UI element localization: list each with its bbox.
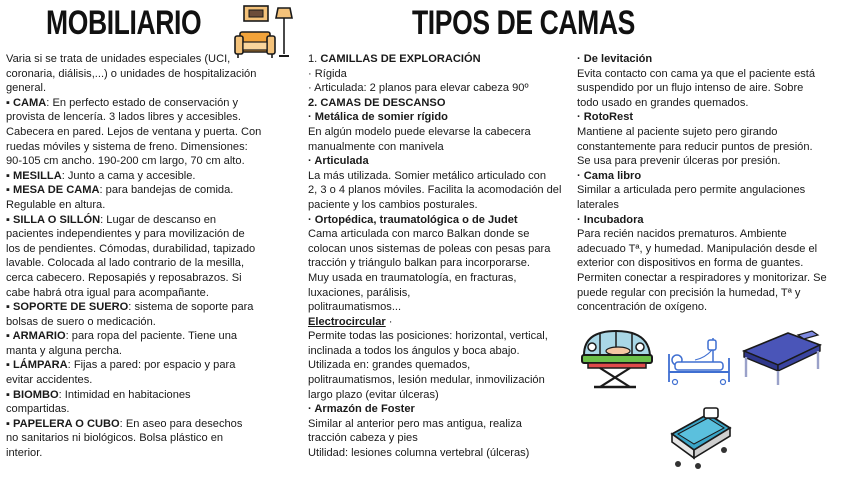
body-text: cerca cabecero. Reposapiés y reposabrazos. Si — [6, 271, 242, 284]
text-line — [308, 110, 570, 125]
text-line — [577, 256, 843, 271]
heading-text: · Incubadora — [577, 213, 644, 226]
text-line — [577, 110, 843, 125]
heading-text: CAMILLAS DE EXPLORACIÓN — [320, 53, 481, 65]
body-text: puede regular con precisión la humedad, Tª y — [577, 286, 801, 299]
body-text: · Rígida — [308, 67, 347, 80]
text-line — [577, 213, 843, 228]
body-text: politraumatismos, lesión medular, inmovilización — [308, 374, 545, 387]
text-line — [6, 271, 299, 286]
title-mobiliario: MOBILIARIO — [46, 4, 202, 42]
heading-text: ▪ PAPELERA O CUBO — [6, 417, 120, 430]
text-line — [308, 402, 570, 417]
heading-text: ▪ SILLA O SILLÓN — [6, 213, 101, 226]
text-line — [308, 213, 570, 228]
text-line — [6, 198, 299, 213]
text-line — [6, 358, 299, 373]
text-line — [6, 140, 299, 155]
text-line — [308, 52, 570, 67]
text-line — [6, 67, 299, 82]
body-text: La más utilizada. Somier metálico articulado con — [308, 169, 547, 182]
body-text: Para recién nacidos prematuros. Ambiente — [577, 228, 787, 241]
text-line — [6, 154, 299, 169]
body-text: Mantiene al paciente sujeto pero girando — [577, 125, 778, 138]
body-text: Varia si se trata de unidades especiales (UCI, — [6, 53, 231, 65]
column-mobiliario — [6, 52, 299, 461]
text-line — [308, 446, 570, 461]
heading-text: · RotoRest — [577, 111, 634, 124]
text-line — [308, 286, 570, 301]
body-text: Similar al anterior pero mas antigua, realiza — [308, 417, 522, 430]
text-line — [308, 67, 570, 82]
body-text: manualmente con manivela — [308, 140, 444, 153]
body-text: Cama articulada con marco Balkan donde se — [308, 228, 530, 241]
text-line — [6, 402, 299, 417]
body-text: tracción y triángulo balkan para incorporarse. — [308, 257, 530, 270]
body-text: : En aseo para desechos — [119, 417, 243, 430]
text-line — [577, 271, 843, 286]
text-line — [577, 227, 843, 242]
text-line — [308, 169, 570, 184]
text-line — [6, 256, 299, 271]
text-line — [308, 329, 570, 344]
body-text: : Fijas a pared: por espacio y para — [67, 359, 236, 372]
text-line — [308, 373, 570, 388]
body-text: Utilizada en: grandes quemados, — [308, 359, 471, 372]
body-text: Utilidad: lesiones columna vertebral (úlceras) — [308, 447, 530, 460]
column-camas-1 — [308, 52, 570, 461]
body-text: Permiten conectar a respiradores y monitorizar. Se — [577, 271, 827, 284]
body-text: constantemente para reducir puntos de presión. — [577, 140, 813, 153]
heading-text: · De levitación — [577, 53, 653, 65]
heading-text: ▪ MESA DE CAMA — [6, 184, 100, 197]
body-text: En algún modelo puede elevarse la cabecera — [308, 125, 531, 138]
text-line — [308, 96, 570, 111]
body-text: Similar a articulada pero permite angulaciones — [577, 184, 806, 197]
body-text: no sanitarios ni biológicos. Bolsa plástico en — [6, 432, 224, 445]
body-text: compartidas. — [6, 403, 70, 416]
body-text: inclinada a todos los ángulos y boca abajo. — [308, 344, 520, 357]
text-line — [577, 81, 843, 96]
body-text: Se usa para prevenir úlceras por presión. — [577, 155, 781, 168]
text-line — [577, 242, 843, 257]
incubator-bed-icon — [578, 325, 656, 391]
text-line — [308, 344, 570, 359]
body-text: : para bandejas de comida. — [99, 184, 234, 197]
text-line — [308, 417, 570, 432]
text-line — [6, 344, 299, 359]
body-text: adecuado Tª, y humedad. Manipulación desde el — [577, 242, 818, 255]
text-line — [577, 183, 843, 198]
body-text: laterales — [577, 198, 619, 211]
heading-text: · Ortopédica, traumatológica o de Judet — [308, 213, 518, 226]
text-line — [308, 183, 570, 198]
text-line — [6, 373, 299, 388]
text-line — [577, 125, 843, 140]
body-text: : sistema de soporte para — [128, 301, 254, 314]
text-line — [6, 446, 299, 461]
body-text: politraumatismos... — [308, 301, 402, 314]
body-text: cabe habrá otra igual para acompañante. — [6, 286, 209, 299]
heading-text: · Cama libro — [577, 169, 642, 182]
body-text: interior. — [6, 447, 43, 460]
body-text: suspendido por un flujo intenso de aire. Sobre — [577, 82, 804, 95]
text-line — [308, 256, 570, 271]
body-text: los de pendientes. Cómodas, durabilidad, tapizado — [6, 242, 256, 255]
heading-text: 2. CAMAS DE DESCANSO — [308, 96, 446, 109]
text-line — [6, 388, 299, 403]
text-line — [577, 140, 843, 155]
text-line — [6, 242, 299, 257]
text-line — [577, 169, 843, 184]
heading-text: ▪ BIOMBO — [6, 388, 59, 401]
body-text: 2, 3 o 4 planos móviles. Facilita la acomodación del — [308, 184, 562, 197]
text-line — [308, 227, 570, 242]
text-line — [6, 96, 299, 111]
text-line — [577, 67, 843, 82]
body-text: largo plazo (evitar úlceras) — [308, 388, 439, 401]
body-text: todo usado en grandes quemados. — [577, 96, 749, 109]
body-text: concentración de oxígeno. — [577, 301, 708, 314]
body-text: 90-105 cm ancho. 190-200 cm largo, 70 cm alto. — [6, 155, 245, 168]
text-line — [6, 286, 299, 301]
body-text: luxaciones, parálisis, — [308, 286, 411, 299]
patient-bed-icon — [665, 332, 737, 388]
text-line — [308, 271, 570, 286]
heading-text: · Armazón de Foster — [308, 403, 415, 416]
text-line — [6, 52, 299, 67]
body-text: lavable. Colocada al lado contrario de la mesilla, — [6, 257, 245, 270]
text-line — [6, 110, 299, 125]
body-text: evitar accidentes. — [6, 374, 93, 387]
text-line — [577, 154, 843, 169]
text-line — [308, 242, 570, 257]
text-line — [6, 431, 299, 446]
body-text: Cabecera en pared. Lejos de ventana y puerta. Con — [6, 125, 262, 138]
text-line — [577, 198, 843, 213]
text-line — [308, 198, 570, 213]
text-line — [308, 140, 570, 155]
text-line — [308, 431, 570, 446]
heading-text: · Articulada — [308, 155, 369, 168]
column-camas-2 — [577, 52, 843, 315]
body-text: bolsas de suero o medicación. — [6, 315, 156, 328]
text-line — [6, 81, 299, 96]
text-line — [6, 417, 299, 432]
body-text: colocan unos sistemas de poleas con pesas para — [308, 242, 551, 255]
text-line — [577, 52, 843, 67]
body-text: manta y alguna percha. — [6, 344, 122, 357]
body-text: 1. — [308, 53, 321, 65]
heading-text: Electrocircular — [308, 315, 386, 328]
text-line — [6, 125, 299, 140]
text-line — [6, 169, 299, 184]
body-text: paciente y los cambios posturales. — [308, 198, 478, 211]
heading-text: ▪ SOPORTE DE SUERO — [6, 301, 129, 314]
title-tipos-de-camas: TIPOS DE CAMAS — [412, 4, 635, 42]
heading-text: ▪ MESILLA — [6, 169, 62, 182]
heading-text: · Metálica de somier rígido — [308, 111, 448, 124]
body-text: : En perfecto estado de conservación y — [46, 96, 239, 109]
text-line — [308, 125, 570, 140]
body-text: ruedas móviles y sistema de freno. Dimensiones: — [6, 140, 248, 153]
text-line — [6, 213, 299, 228]
text-line — [577, 286, 843, 301]
text-line — [577, 96, 843, 111]
text-line — [308, 300, 570, 315]
body-text: · — [385, 315, 393, 328]
body-text: : Intimidad en habitaciones — [58, 388, 191, 401]
bed-3d-icon — [738, 325, 824, 387]
heading-text: ▪ LÁMPARA — [6, 359, 68, 372]
text-line — [308, 154, 570, 169]
text-line — [6, 183, 299, 198]
body-text: provista de lencería. 3 lados libres y accesibles. — [6, 111, 241, 124]
body-text: tracción cabeza y pies — [308, 432, 418, 445]
body-text: Regulable en altura. — [6, 198, 106, 211]
heading-text: ▪ ARMARIO — [6, 330, 66, 343]
text-line — [6, 315, 299, 330]
body-text: : Junto a cama y accesible. — [61, 169, 196, 182]
body-text: Muy usada en traumatología, en fracturas, — [308, 271, 517, 284]
text-line — [308, 388, 570, 403]
text-line — [6, 329, 299, 344]
text-line — [6, 227, 299, 242]
body-text: coronaria, diálisis,...) o unidades de hospitalización — [6, 67, 257, 80]
body-text: : Lugar de descanso en — [100, 213, 217, 226]
body-text: exterior con dispositivos en forma de guantes. — [577, 257, 804, 270]
body-text: · Articulada: 2 planos para elevar cabeza 90º — [308, 82, 529, 95]
body-text: : para ropa del paciente. Tiene una — [65, 330, 238, 343]
body-text: general. — [6, 82, 47, 95]
text-line — [308, 81, 570, 96]
text-line — [6, 300, 299, 315]
text-line — [308, 358, 570, 373]
text-line — [577, 300, 843, 315]
text-line — [308, 315, 570, 330]
body-text: Evita contacto con cama ya que el paciente está — [577, 67, 816, 80]
body-text: pacientes independientes y para movilización de — [6, 228, 245, 241]
heading-text: ▪ CAMA — [6, 96, 47, 109]
body-text: Permite todas las posiciones: horizontal, vertical, — [308, 330, 548, 343]
hospital-bed-icon — [668, 404, 734, 472]
